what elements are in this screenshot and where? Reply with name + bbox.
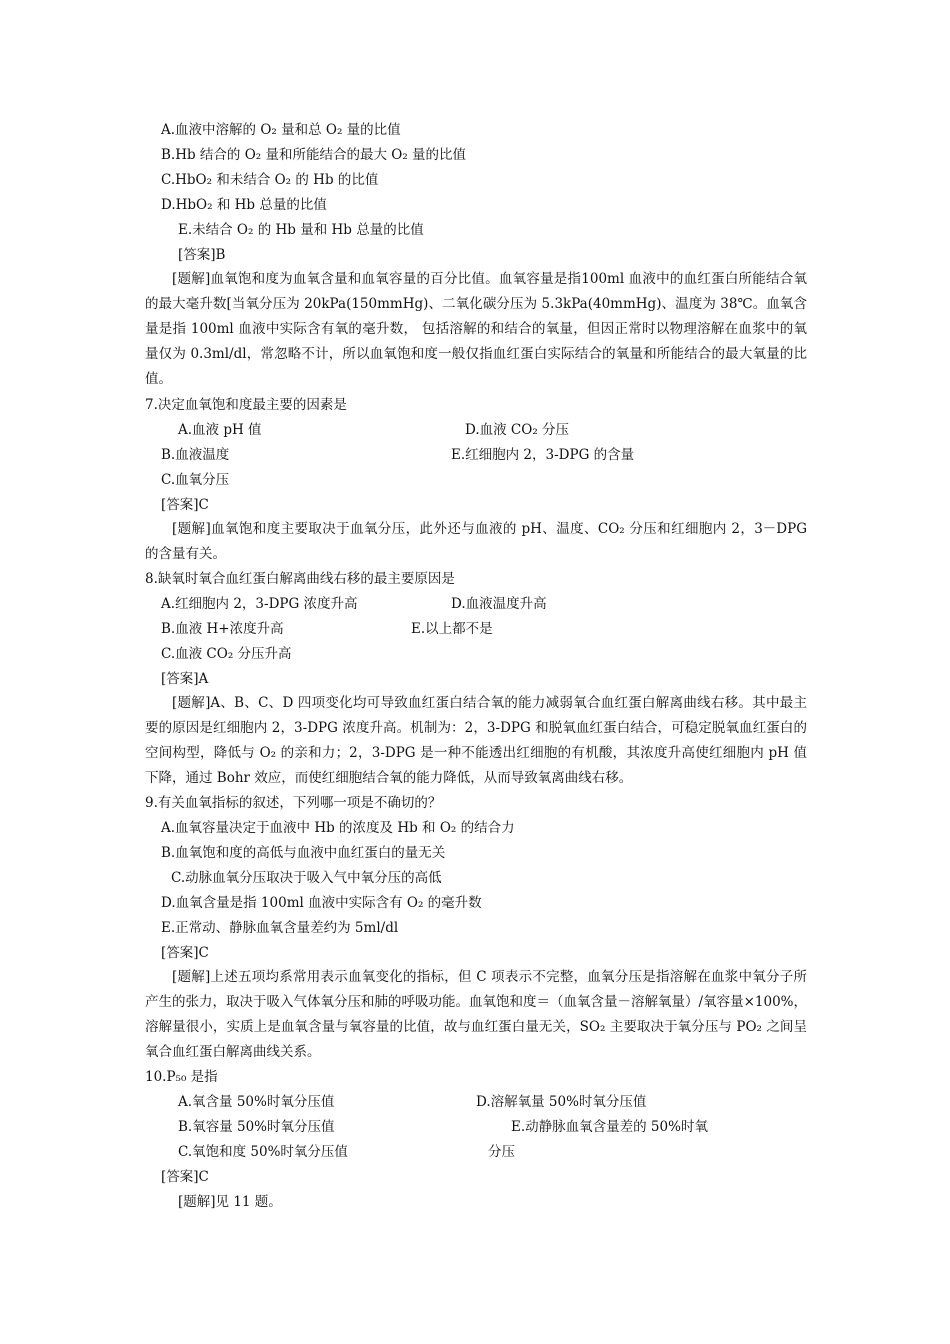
q10-option-d: D.溶解氧量 50%时氧分压值 <box>476 1094 647 1110</box>
q9-option-b: B.血氧饱和度的高低与血液中血红蛋白的量无关 <box>161 845 446 861</box>
q10-option-c: C.氧饱和度 50%时氧分压值 <box>178 1144 348 1160</box>
q6-option-a: A.血液中溶解的 O₂ 量和总 O₂ 量的比值 <box>161 122 401 138</box>
q7-option-e: E.红细胞内 2，3-DPG 的含量 <box>451 447 635 463</box>
q10-answer: [答案]C <box>161 1169 209 1185</box>
q9-option-e: E.正常动、静脉血氧含量差约为 5ml/dl <box>161 920 399 936</box>
q10-explanation: [题解]见 11 题。 <box>178 1194 282 1210</box>
q10-option-a: A.氧含量 50%时氧分压值 <box>178 1094 335 1110</box>
q8-option-b: B.血液 H+浓度升高 <box>161 621 284 637</box>
q7-question: 7.决定血氧饱和度最主要的因素是 <box>145 397 347 413</box>
q10-option-e-continued: 分压 <box>488 1144 515 1160</box>
q8-answer: [答案]A <box>161 671 209 687</box>
q9-explanation: [题解]上述五项均系常用表示血氧变化的指标，但 C 项表示不完整，血氧分压是指溶解在血浆中氧分子所产生的张力，取决于吸入气体氧分压和肺的呼吸功能。血氧饱和度＝（血氧含量－溶解氧量）/氧容量×100%，溶解量很小，实质上是血氧含量与氧容量的比值，故与血红蛋白量无关，SO₂ 主要取决于氧分压与 PO₂ 之间呈氧合血红蛋白解离曲线关系。 <box>145 969 807 1060</box>
q9-option-d: D.血氧含量是指 100ml 血液中实际含有 O₂ 的毫升数 <box>161 895 482 911</box>
q6-option-b: B.Hb 结合的 O₂ 量和所能结合的最大 O₂ 量的比值 <box>161 147 467 163</box>
q10-option-e: E.动静脉血氧含量差的 50%时氧 <box>511 1119 708 1135</box>
q8-option-e: E.以上都不是 <box>411 621 493 637</box>
q10-option-b: B.氧容量 50%时氧分压值 <box>178 1119 335 1135</box>
q6-option-e: E.未结合 O₂ 的 Hb 量和 Hb 总量的比值 <box>178 222 424 238</box>
q7-option-c: C.血氧分压 <box>161 472 230 488</box>
q10-question: 10.P₅₀ 是指 <box>145 1069 218 1085</box>
q7-answer: [答案]C <box>161 497 209 513</box>
q6-explanation: [题解]血氧饱和度为血氧含量和血氧容量的百分比值。血氧容量是指100ml 血液中的血红蛋白所能结合氧的最大毫升数[当氧分压为 20kPa(150mmHg)、二氧化碳分压为 5.3kPa(40mmHg)、温度为 38℃。血氧含量是指 100ml 血液中实际含有氧的毫升数， 包括溶解的和结合的氧量，但因正常时以物理溶解在血浆中的氧量仅为 0.3ml/dl，常忽略不计，所以血氧饱和度一般仅指血红蛋白实际结合的氧量和所能结合的最大氧量的比值。 <box>145 271 807 387</box>
q9-option-c: C.动脉血氧分压取决于吸入气中氧分压的高低 <box>171 870 442 886</box>
q9-answer: [答案]C <box>161 945 209 961</box>
q9-question: 9.有关血氧指标的叙述，下列哪一项是不确切的？ <box>145 795 442 811</box>
q9-option-a: A.血氧容量决定于血液中 Hb 的浓度及 Hb 和 O₂ 的结合力 <box>161 820 515 836</box>
q7-option-a: A.血液 pH 值 <box>178 422 262 438</box>
q8-option-c: C.血液 CO₂ 分压升高 <box>161 646 292 662</box>
q6-option-c: C.HbO₂ 和未结合 O₂ 的 Hb 的比值 <box>161 172 379 188</box>
q6-option-d: D.HbO₂ 和 Hb 总量的比值 <box>161 197 327 213</box>
q6-answer: [答案]B <box>178 247 226 263</box>
q7-option-d: D.血液 CO₂ 分压 <box>465 422 570 438</box>
q8-option-a: A.红细胞内 2，3-DPG 浓度升高 <box>161 596 358 612</box>
q8-option-d: D.血液温度升高 <box>451 596 547 612</box>
q7-option-b: B.血液温度 <box>161 447 230 463</box>
q8-explanation: [题解]A、B、C、D 四项变化均可导致血红蛋白结合氧的能力减弱氧合血红蛋白解离曲线右移。其中最主要的原因是红细胞内 2，3-DPG 浓度升高。机制为：2，3-DPG 和脱氧血红蛋白结合，可稳定脱氧血红蛋白的空间构型，降低与 O₂ 的亲和力；2，3-DPG 是一种不能透出红细胞的有机酸，其浓度升高使红细胞内 pH 值下降，通过 Bohr 效应，而使红细胞结合氧的能力降低，从而导致氧离曲线右移。 <box>145 695 807 786</box>
q8-question: 8.缺氧时氧合血红蛋白解离曲线右移的最主要原因是 <box>145 571 455 587</box>
q7-explanation: [题解]血氧饱和度主要取决于血氧分压，此外还与血液的 pH、温度、CO₂ 分压和红细胞内 2，3－DPG 的含量有关。 <box>145 521 807 562</box>
